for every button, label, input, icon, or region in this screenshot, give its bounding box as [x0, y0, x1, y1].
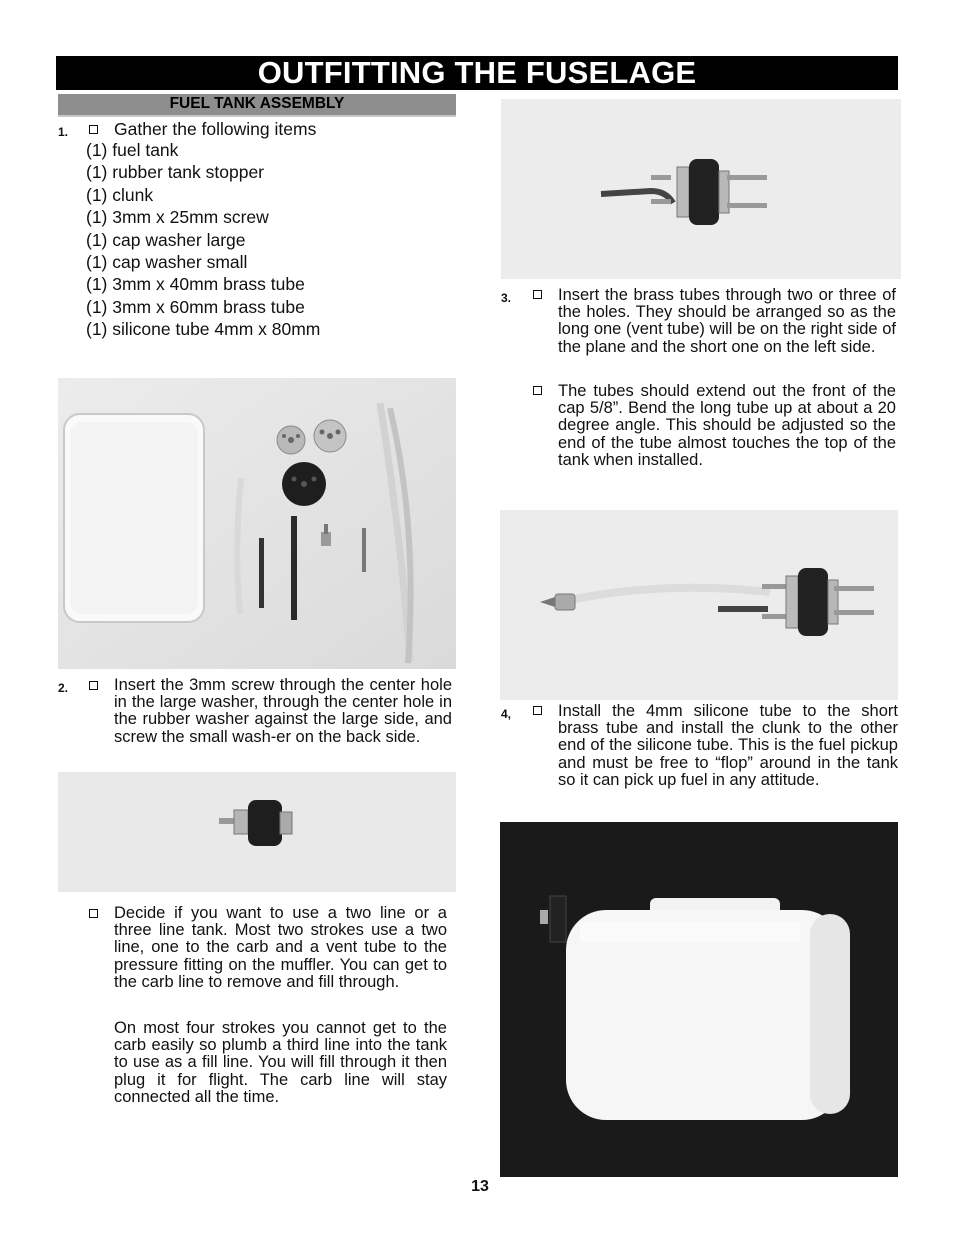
page-number: 13 [471, 1178, 489, 1195]
photo-assembled-tank [500, 822, 898, 1177]
page-title: OUTFITTING THE FUSELAGE [56, 56, 898, 90]
decide-text: Decide if you want to use a two line or a three line tank. Most two strokes use a two line, one to the carb and a vent tube to the pressure fitting on the muffler. You can get to the carb line to remove and fill through. [114, 904, 447, 991]
step-4-checkbox[interactable] [533, 706, 542, 715]
decide-text-2: On most four strokes you cannot get to the carb easily so plumb a third line into the tank to use as a fill line. You will fill through it then plug it for flight. The carb line will stay connected all the time. [114, 1019, 447, 1106]
step-3-number: 3. [501, 291, 512, 305]
photo-clunk-silicone-tube [500, 510, 898, 700]
step-1-text: Gather the following items [114, 119, 317, 139]
step-3-checkbox[interactable] [533, 290, 542, 299]
list-item: (1) 3mm x 40mm brass tube [86, 274, 305, 295]
step-2-checkbox[interactable] [89, 681, 98, 690]
list-item: (1) rubber tank stopper [86, 162, 265, 183]
parts-list [86, 139, 320, 341]
list-item: (1) 3mm x 25mm screw [86, 207, 269, 228]
step-4-text: Install the 4mm silicone tube to the short brass tube and install the clunk to the other end of the silicone tube. This is the fuel pickup and must be free to “flop” around in the tank so it can pick up fuel in any attitude. [558, 702, 898, 789]
list-item: (1) silicone tube 4mm x 80mm [86, 319, 321, 340]
photo-stopper-assembly [58, 772, 456, 892]
list-item: (1) fuel tank [86, 140, 179, 160]
section-heading: FUEL TANK ASSEMBLY [58, 94, 456, 117]
step-4-number: 4, [501, 707, 512, 721]
step-3-text: Insert the brass tubes through two or three of the holes. They should be arranged so as the long one (vent tube) will be on the right side of the plane and the short one on the left side. [558, 286, 896, 356]
step-1-checkbox[interactable] [89, 125, 98, 134]
list-item: (1) 3mm x 60mm brass tube [86, 296, 305, 317]
decide-checkbox[interactable] [89, 909, 98, 918]
photo-fuel-tank-parts [58, 378, 456, 669]
step-1-number: 1. [58, 125, 69, 139]
step-3b-checkbox[interactable] [533, 386, 542, 395]
step-2-number: 2. [58, 681, 69, 695]
step-3-text-2: The tubes should extend out the front of the cap 5/8”. Bend the long tube up at about a 20 degree angle. This should be adjusted so the end of the tube almost touches the top of the tank when installed. [558, 382, 896, 469]
list-item: (1) cap washer large [86, 229, 246, 250]
list-item: (1) cap washer small [86, 251, 248, 272]
photo-tubes-in-stopper [501, 99, 901, 279]
list-item: (1) clunk [86, 184, 154, 205]
step-2-text: Insert the 3mm screw through the center hole in the large washer, through the center hole in the rubber washer against the large side, and screw the small wash-er on the back side. [114, 676, 452, 746]
